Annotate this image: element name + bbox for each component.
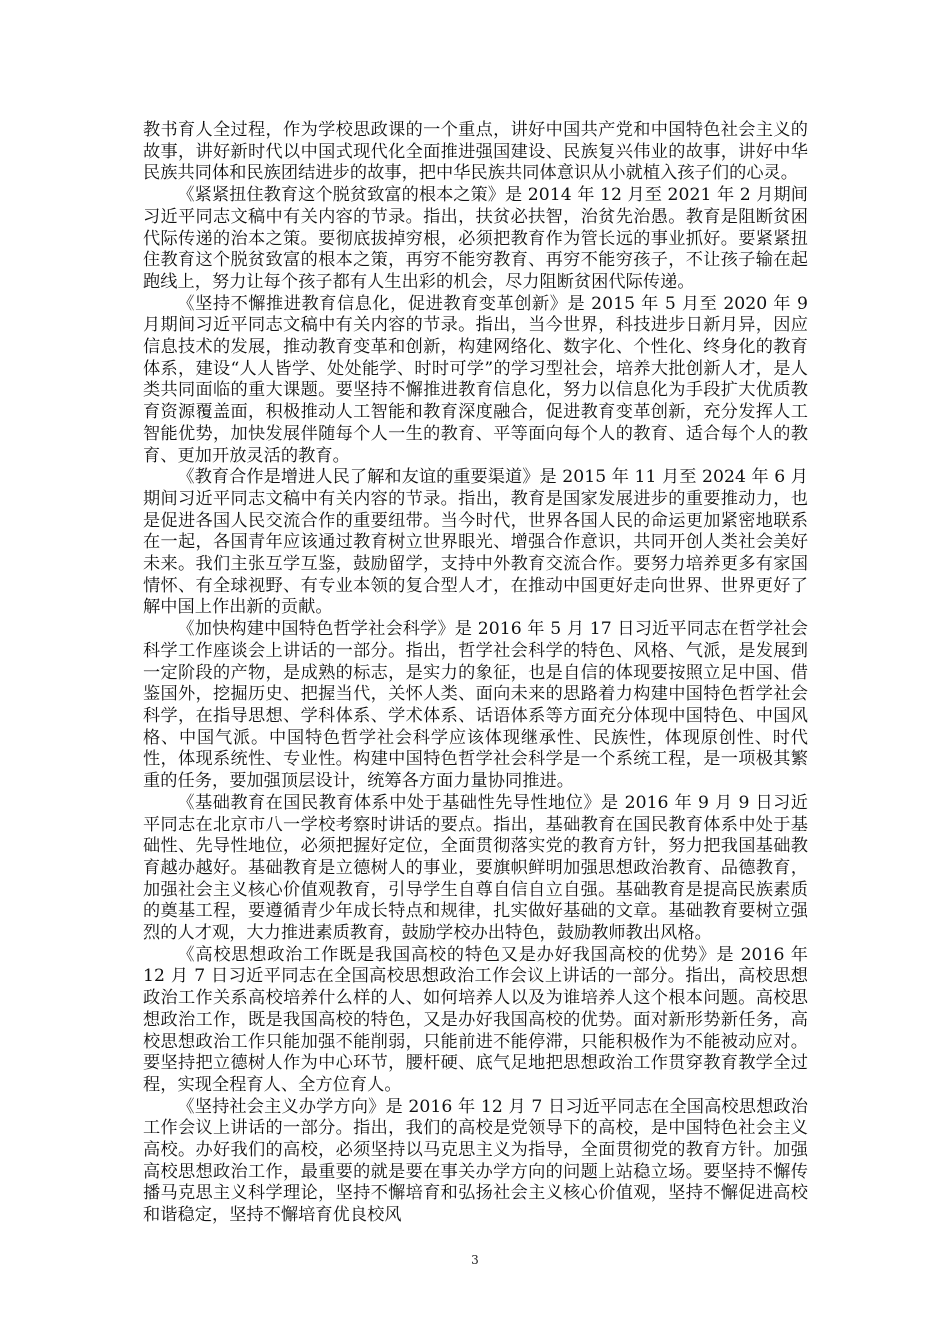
paragraph-university-ideological-work: 《高校思想政治工作既是我国高校的特色又是办好我国高校的优势》是 2016 年 12 月 7 日习近平同志在全国高校思想政治工作会议上讲话的一部分。指出，高校思想政治工作关系高校培养什么样的人、如何培养人以及为谁培养人这个根本问题。高校思想政治工作，既是我国高校的特色，又是办好我国高校的优势。面对新形势新任务，高校思想政治工作只能加强不能削弱，只能前进不能停滞，只能积极作为不能被动应对。要坚持把立德树人作为中心环节，腰杆硬、底气足地把思想政治工作贯穿教育教学全过程，实现全程育人、全方位育人。 [143, 944, 808, 1095]
paragraph-poverty-education: 《紧紧扭住教育这个脱贫致富的根本之策》是 2014 年 12 月至 2021 年 2 月期间习近平同志文稿中有关内容的节录。指出，扶贫必扶智，治贫先治愚。教育是阻断贫困代际传递的治本之策。要彻底拔掉穷根，必须把教育作为管长远的事业抓好。要紧紧扭住教育这个脱贫致富的根本之策，再穷不能穷教育、再穷不能穷孩子，不让孩子输在起跑线上，努力让每个孩子都有人生出彩的机会，尽力阻断贫困代际传递。 [143, 185, 808, 292]
paragraph-continuation: 教书育人全过程，作为学校思政课的一个重点，讲好中国共产党和中国特色社会主义的故事，讲好新时代以中国式现代化全面推进强国建设、民族复兴伟业的故事，讲好中华民族共同体和民族团结进步的故事，把中华民族共同体意识从小就植入孩子们的心灵。 [143, 120, 808, 184]
paragraph-education-informatization: 《坚持不懈推进教育信息化，促进教育变革创新》是 2015 年 5 月至 2020 年 9 月期间习近平同志文稿中有关内容的节录。指出，当今世界，科技进步日新月异，因应信息技术的发展，推动教育变革和创新，构建网络化、数字化、个性化、终身化的教育体系，建设“人人皆学、处处能学、时时可学”的学习型社会，培养大批创新人才，是人类共同面临的重大课题。要坚持不懈推进教育信息化，努力以信息化为手段扩大优质教育资源覆盖面，积极推动人工智能和教育深度融合，促进教育变革创新，充分发挥人工智能优势，加快发展伴随每个人一生的教育、平等面向每个人的教育、适合每个人的教育、更加开放灵活的教育。 [143, 293, 808, 466]
paragraph-basic-education: 《基础教育在国民教育体系中处于基础性先导性地位》是 2016 年 9 月 9 日习近平同志在北京市八一学校考察时讲话的要点。指出，基础教育在国民教育体系中处于基础性、先导性地位，必须把握好定位，全面贯彻落实党的教育方针，努力把我国基础教育越办越好。基础教育是立德树人的事业，要旗帜鲜明加强思想政治教育、品德教育，加强社会主义核心价值观教育，引导学生自尊自信自立自强。基础教育是提高民族素质的奠基工程，要遵循青少年成长特点和规律，扎实做好基础的文章。基础教育要树立强烈的人才观，大力推进素质教育，鼓励学校办出特色，鼓励教师教出风格。 [143, 792, 808, 944]
page-number: 3 [471, 1253, 479, 1267]
paragraph-socialist-school-direction: 《坚持社会主义办学方向》是 2016 年 12 月 7 日习近平同志在全国高校思想政治工作会议上讲话的一部分。指出，我们的高校是党领导下的高校，是中国特色社会主义高校。办好我们的高校，必须坚持以马克思主义为指导，全面贯彻党的教育方针。加强高校思想政治工作，最重要的就是要在事关办学方向的问题上站稳立场。要坚持不懈传播马克思主义科学理论，坚持不懈培育和弘扬社会主义核心价值观，坚持不懈促进高校和谐稳定，坚持不懈培育优良校风 [143, 1096, 808, 1226]
paragraph-philosophy-social-science: 《加快构建中国特色哲学社会科学》是 2016 年 5 月 17 日习近平同志在哲学社会科学工作座谈会上讲话的一部分。指出，哲学社会科学的特色、风格、气派，是发展到一定阶段的产物，是成熟的标志，是实力的象征，也是自信的体现要按照立足中国、借鉴国外，挖掘历史、把握当代，关怀人类、面向未来的思路着力构建中国特色哲学社会科学，在指导思想、学科体系、学术体系、话语体系等方面充分体现中国特色、中国风格、中国气派。中国特色哲学社会科学应该体现继承性、民族性，体现原创性、时代性，体现系统性、专业性。构建中国特色哲学社会科学是一个系统工程，是一项极其繁重的任务，要加强顶层设计，统筹各方面力量协同推进。 [143, 619, 808, 792]
paragraph-education-cooperation: 《教育合作是增进人民了解和友谊的重要渠道》是 2015 年 11 月至 2024 年 6 月期间习近平同志文稿中有关内容的节录。指出，教育是国家发展进步的重要推动力，也是促进各国人民交流合作的重要纽带。当今时代，世界各国人民的命运更加紧密地联系在一起，各国青年应该通过教育树立世界眼光、增强合作意识，共同开创人类社会美好未来。我们主张互学互鉴，鼓励留学，支持中外教育交流合作。要努力培养更多有家国情怀、有全球视野、有专业本领的复合型人才，在推动中国更好走向世界、世界更好了解中国上作出新的贡献。 [143, 467, 808, 618]
document-body [143, 120, 808, 1227]
